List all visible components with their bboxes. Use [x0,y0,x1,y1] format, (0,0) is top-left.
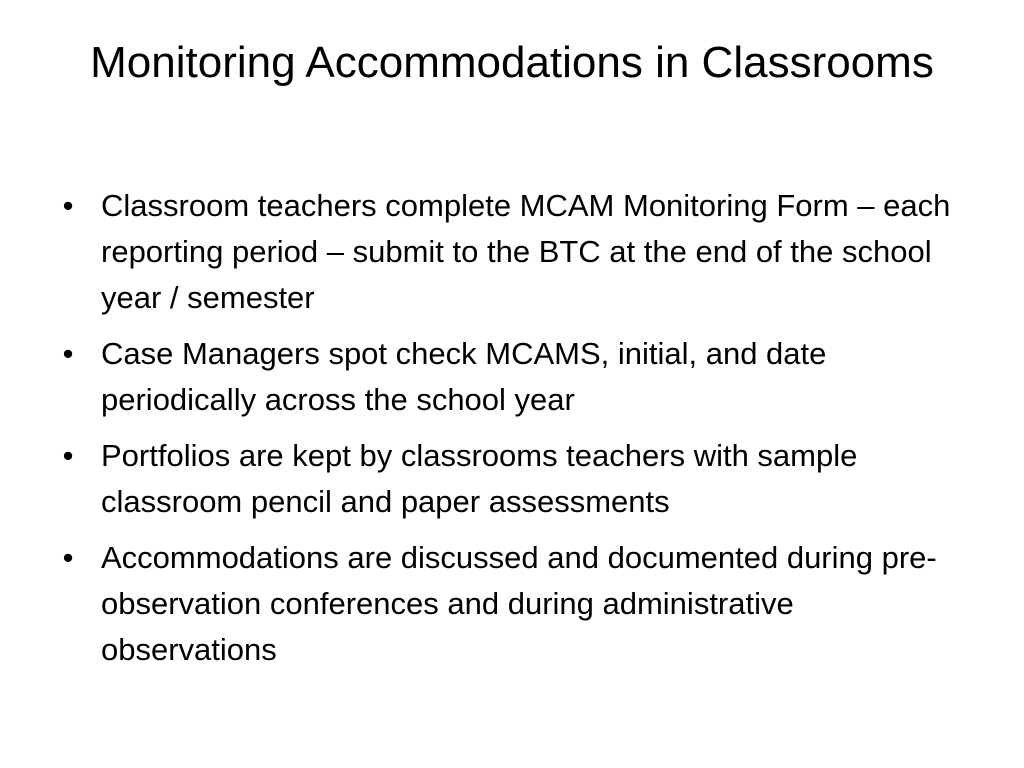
bullet-text: Portfolios are kept by classrooms teachers with sample classroom pencil and paper assessments [101,438,858,519]
bullet-list [58,183,978,683]
bullet-item [58,535,978,673]
bullet-text: Accommodations are discussed and documented during pre-observation conferences and during administrative observations [101,540,937,667]
slide-title: Monitoring Accommodations in Classrooms [90,38,934,87]
bullet-item [58,433,978,525]
bullet-dot-icon: • [62,188,74,223]
bullet-dot-icon: • [62,336,74,371]
bullet-text: Case Managers spot check MCAMS, initial, and date periodically across the school year [101,336,827,417]
bullet-item [58,183,978,321]
bullet-dot-icon: • [62,540,74,575]
bullet-item [58,331,978,423]
bullet-text: Classroom teachers complete MCAM Monitoring Form – each reporting period – submit to the BTC at the end of the school year / semester [101,188,951,315]
bullet-dot-icon: • [62,438,74,473]
